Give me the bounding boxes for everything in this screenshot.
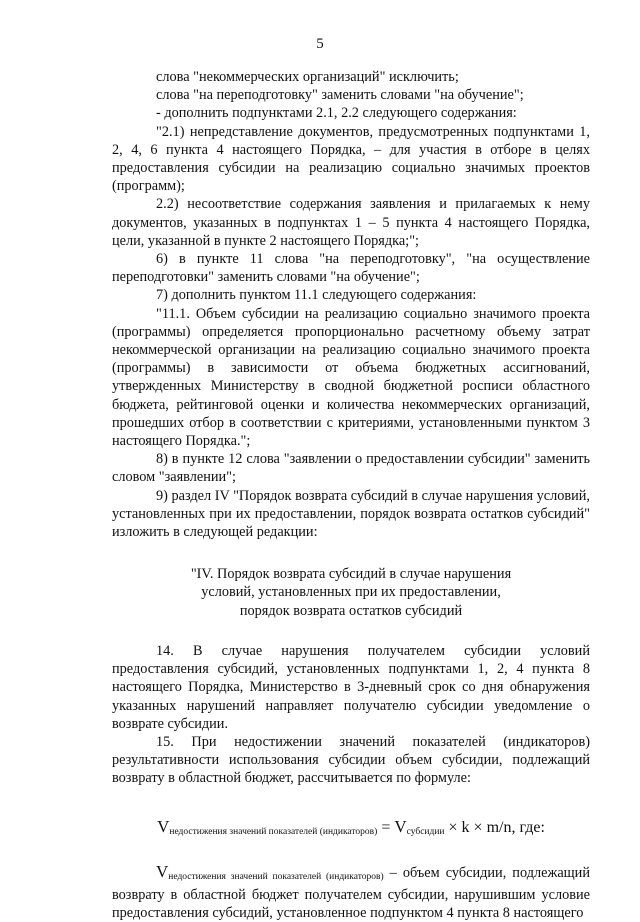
document-body [112,68,590,922]
formula-subscript-left: недостижения значений показателей (индикаторов) [169,826,378,837]
paragraph: 14. В случае нарушения получателем субсидии условий предоставления субсидий, установленных подпунктами 1, 2, 4 пункта 8 настоящего Порядка, Министерство в 3-дневный срок со дня обнаружения указанных нарушений направляет получателю субсидии уведомление о возврате субсидии. [112,642,590,732]
paragraph: "2.1) непредставление документов, предусмотренных подпунктами 1, 2, 4, 6 пункта 4 настоящего Порядка, – для участия в отборе в целях предоставления субсидии на реализацию социально значимых проектов (программ); [112,123,590,195]
definition-v: V [156,861,169,881]
formula-tail: , где: [511,818,545,836]
definition-subscript: недостижения значений показателей (индикаторов) [168,871,384,882]
section-heading-line: условий, установленных при их предоставлении, [201,584,501,601]
paragraph: слова "на переподготовку" заменить словами "на обучение"; [156,87,524,104]
formula-v-right: V [394,816,407,836]
definition-paragraph [112,863,590,922]
paragraph: - дополнить подпунктами 2.1, 2.2 следующего содержания: [156,105,517,122]
paragraph: 9) раздел IV "Порядок возврата субсидий в случае нарушения условий, установленных при их предоставлении, порядок возврата остатков субсидий" изложить в следующей редакции: [112,487,591,541]
formula [112,818,590,841]
paragraph: 7) дополнить пунктом 11.1 следующего содержания: [156,287,477,304]
paragraph: 6) в пункте 11 слова "на переподготовку", "на осуществление переподготовки" заменить словами "на обучение"; [112,251,590,286]
paragraph: "11.1. Объем субсидии на реализацию социально значимого проекта (программы) определяется пропорционально расчетному объему затрат некоммерческой организации на реализацию социально значимого проекта (программы) в зависимости от объема бюджетных ассигнований, утвержденных Министерству в сводной бюджетной росписи областного бюджета, рейтинговой оценки и количества некоммерческих организаций, прошедших отбор в соответствии с критериями, установленными пунктом 3 настоящего Порядка."; [112,305,590,450]
definition-text: – объем субсидии, подлежащий возврату в областной бюджет получателем субсидии, нарушившим условие предоставления субсидий, установленное подпунктом 4 пункта 8 настоящего [112,864,590,922]
formula-v-left: V [157,816,170,836]
section-heading-line: "IV. Порядок возврата субсидий в случае нарушения [190,566,512,583]
paragraph: 2.2) несоответствие содержания заявления и прилагаемых к нему документов, указанных в подпунктах 1 – 5 пункта 4 настоящего Порядка, цели, указанной в пункте 2 настоящего Порядка;"; [112,196,590,249]
paragraph: 8) в пункте 12 слова "заявлении о предоставлении субсидии" заменить словом "заявлении"; [112,451,590,486]
formula-rest: × k × m/n [444,818,512,836]
section-heading-line: порядок возврата остатков субсидий [239,602,463,619]
formula-subscript-right: субсидии [406,826,445,837]
paragraph: слова "некоммерческих организаций" исключить; [156,69,459,85]
page-number: 5 [316,36,324,52]
paragraph: 15. При недостижении значений показателей (индикаторов) результативности использования субсидии объем субсидии, подлежащий возврату в областной бюджет, рассчитывается по формуле: [112,733,590,787]
formula-equals: = [377,818,395,836]
